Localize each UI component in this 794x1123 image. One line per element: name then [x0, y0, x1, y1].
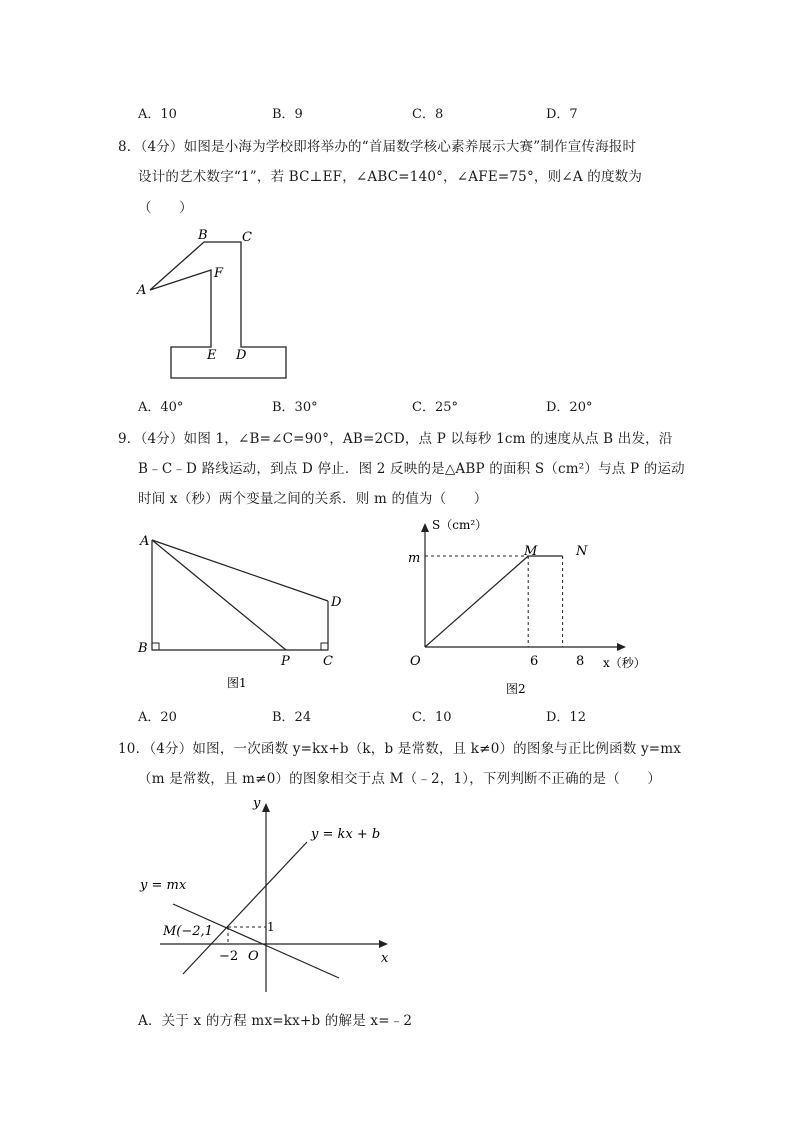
- q8-label-a: A: [137, 283, 147, 298]
- q8-text-line1: 8．（4分）如图是小海为学校即将举办的“首届数学核心素养展示大赛”制作宣传海报时: [118, 139, 637, 155]
- q9-fig2-tick-8: 8: [576, 654, 585, 669]
- q9-fig2-y-label: S（cm²）: [432, 518, 488, 532]
- q9-figure-1: [135, 528, 350, 698]
- q9-fig1-label-b: B: [138, 641, 148, 656]
- q10-y-axis-label: y: [253, 796, 261, 811]
- q10-line2-label: y = mx: [140, 878, 187, 893]
- q10-option-a: A．关于 x 的方程 mx=kx+b 的解是 x=﹣2: [138, 1013, 413, 1029]
- q8-label-f: F: [214, 266, 224, 281]
- q7-option-a: A．10: [138, 107, 177, 122]
- q9-fig2-point-n: N: [576, 544, 588, 559]
- q8-option-d: D．20°: [546, 400, 593, 415]
- q9-option-a: A．20: [138, 710, 177, 725]
- q7-option-d: D．7: [546, 107, 578, 122]
- q10-figure: [135, 792, 400, 997]
- q8-figure-one: [130, 222, 310, 382]
- q8-option-a: A．40°: [138, 400, 184, 415]
- q7-option-c: C．8: [412, 107, 444, 122]
- q10-origin-label: O: [248, 949, 259, 964]
- q9-fig1-label-d: D: [331, 595, 342, 610]
- q8-label-b: B: [198, 228, 208, 243]
- chart-segment-O-M: [425, 556, 528, 647]
- q9-fig2-tick-6: 6: [530, 654, 539, 669]
- q10-x-axis-label: x: [381, 951, 389, 966]
- x-axis-arrow: [617, 643, 626, 651]
- q9-fig1-caption: 图1: [227, 676, 247, 690]
- q9-fig2-m-label: m: [408, 551, 421, 566]
- q9-fig1-label-a: A: [140, 534, 150, 549]
- q9-fig1-label-p: P: [281, 654, 290, 669]
- q7-option-b: B．9: [272, 107, 303, 122]
- q10-text-line1: 10．（4分）如图，一次函数 y=kx+b（k，b 是常数，且 k≠0）的图象与正比例函数 y=mx: [118, 741, 682, 757]
- q9-text-line3: 时间 x（秒）两个变量之间的关系．则 m 的值为（ ）: [138, 491, 488, 507]
- q9-text-line2: B﹣C﹣D 路线运动，到点 D 停止．图 2 反映的是△ABP 的面积 S（cm²）与点 P 的运动: [138, 461, 685, 477]
- q8-option-b: B．30°: [272, 400, 318, 415]
- q9-option-d: D．12: [546, 710, 586, 725]
- q8-label-c: C: [242, 230, 252, 245]
- q9-option-b: B．24: [272, 710, 312, 725]
- q9-fig2-origin: O: [410, 654, 421, 669]
- q10-line1-label: y = kx + b: [311, 827, 381, 842]
- q10-point-m-label: M(−2,1: [163, 924, 213, 939]
- q8-text-line3: （ ）: [138, 200, 193, 216]
- q9-figure-2-chart: [400, 512, 655, 702]
- q10-tick-1: 1: [267, 920, 275, 934]
- q9-option-c: C．10: [412, 710, 452, 725]
- q8-label-d: D: [236, 348, 247, 363]
- q8-label-e: E: [207, 348, 217, 363]
- q8-option-c: C．25°: [412, 400, 458, 415]
- q9-fig2-point-m: M: [524, 544, 538, 559]
- q9-text-line1: 9．（4分）如图 1，∠B=∠C=90°，AB=2CD，点 P 以每秒 1cm 的速度从点 B 出发，沿: [118, 431, 673, 447]
- q9-fig2-caption: 图2: [506, 682, 526, 696]
- q10-text-line2: （m 是常数，且 m≠0）的图象相交于点 M（﹣2，1），下列判断不正确的是（ ）: [138, 771, 662, 787]
- q10-tick-neg2: −2: [219, 949, 239, 964]
- q9-fig1-label-c: C: [323, 654, 333, 669]
- y-axis-arrow: [421, 523, 429, 532]
- q9-fig2-x-label: x（秒）: [603, 656, 646, 670]
- q8-text-line2: 设计的艺术数字“1”，若 BC⊥EF，∠ABC=140°，∠AFE=75°，则∠A 的度数为: [138, 169, 643, 185]
